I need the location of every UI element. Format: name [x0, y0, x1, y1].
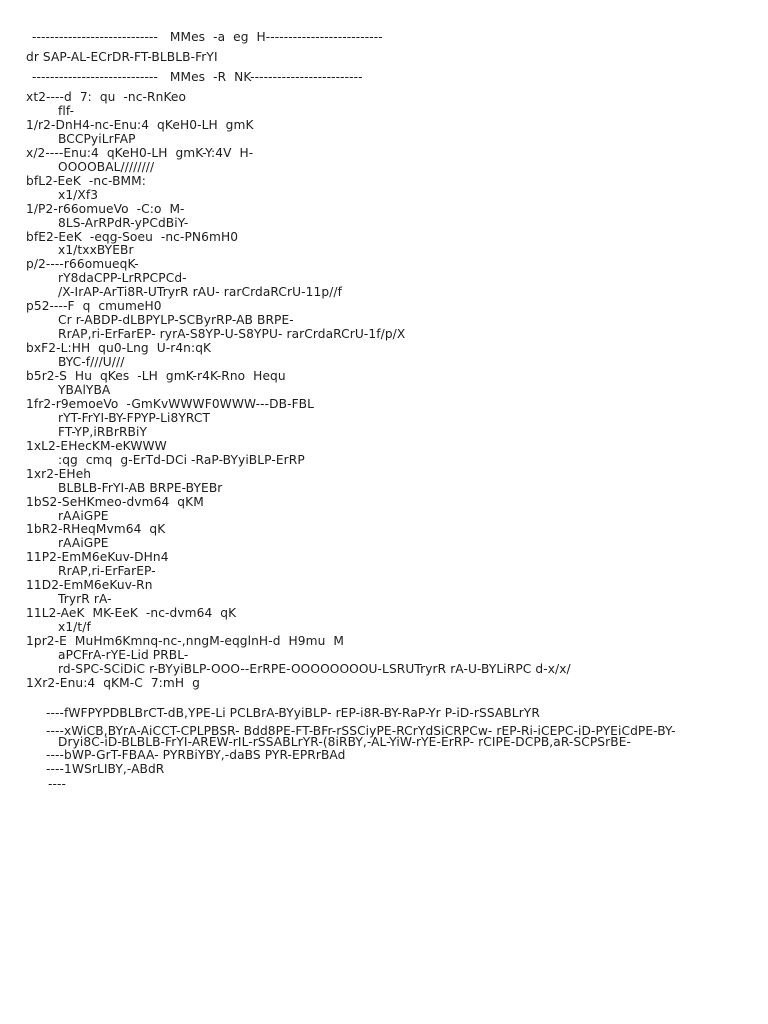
entry-detail: :qg cmq g-ErTd-DCi -RaP-BYyiBLP-ErRP: [58, 452, 305, 467]
entry-key: 1bS2-SeHKmeo-dvm64 qKM: [26, 494, 204, 509]
entry-key: 1/r2-DnH4-nc-Enu:4 qKeH0-LH gmK: [26, 117, 254, 132]
entry-detail: YBAlYBA: [58, 382, 111, 397]
entry-key: bxF2-L:HH qu0-Lng U-r4n:qK: [26, 341, 212, 356]
entry-detail: x1/txxBYEBr: [58, 243, 134, 258]
entry-key: bfL2-EeK -nc-BMM:: [26, 173, 146, 188]
entry-detail: rd-SPC-SCiDiC r-BYyiBLP-OOO--ErRPE-OOOOOOOOU-LSRUTryrR rA-U-BYLiRPC d-x/x/: [58, 662, 571, 676]
header-divider-1: ---------------------------- MMes -a eg H--------------------------: [32, 30, 383, 44]
entry-key: xt2----d 7: qu -nc-RnKeo: [26, 90, 187, 104]
entry-key: 1fr2-r9emoeVo -GmKvWWWF0WWW---DB-FBL: [26, 396, 315, 411]
entry-key: 11P2-EmM6eKuv-DHn4: [26, 550, 169, 565]
entry-detail: rYT-FrYI-BY-FPYP-Li8YRCT: [58, 410, 211, 425]
entry-key: 1Xr2-Enu:4 qKM-C 7:mH g: [26, 675, 200, 690]
entry-detail: RrAP,ri-ErFarEP- ryrA-S8YP-U-S8YPU- rarCrdaRCrU-1f/p/X: [58, 327, 406, 342]
entry-key: p/2----r66omueqK-: [26, 257, 139, 272]
entry-detail: flf-: [58, 104, 75, 118]
entry-key: p52----F q cmumeH0: [26, 299, 162, 314]
entry-detail: x1/t/f: [58, 620, 91, 635]
entry-key: 1xL2-EHecKM-eKWWW: [26, 438, 167, 453]
entry-detail: BLBLB-FrYI-AB BRPE-BYEBr: [58, 480, 223, 495]
entry-detail: RrAP,ri-ErFarEP-: [58, 564, 156, 579]
footer-line: Dryi8C-iD-BLBLB-FrYI-AREW-rIL-rSSABLrYR-(8iRBY,-AL-YiW-rYE-ErRP- rCIPE-DCPB,aR-SCPSrBE-: [58, 735, 632, 749]
footer-line: ----fWFPYPDBLBrCT-dB,YPE-Li PCLBrA-BYyiBLP- rEP-i8R-BY-RaP-Yr P-iD-rSSABLrYR: [46, 706, 540, 720]
entry-key: 1bR2-RHeqMvm64 qK: [26, 522, 166, 537]
header-divider-2: ---------------------------- MMes -R NK-------------------------: [32, 70, 363, 84]
footer-line: ----1WSrLIBY,-ABdR: [46, 762, 165, 776]
entry-key: 11L2-AeK MK-EeK -nc-dvm64 qK: [26, 606, 237, 621]
entry-detail: rAAiGPE: [58, 508, 109, 523]
entry-key: b5r2-S Hu qKes -LH gmK-r4K-Rno Hequ: [26, 369, 286, 383]
entry-detail: FT-YP,iRBrRBiY: [58, 424, 148, 439]
entry-key: 1pr2-E MuHm6Kmnq-nc-,nngM-eqglnH-d H9mu M: [26, 634, 344, 649]
entry-key: bfE2-EeK -eqg-Soeu -nc-PN6mH0: [26, 229, 239, 244]
entry-detail: rAAiGPE: [58, 536, 109, 551]
entry-key: 11D2-EmM6eKuv-Rn: [26, 578, 153, 593]
entry-detail: Cr r-ABDP-dLBPYLP-SCByrRP-AB BRPE-: [58, 313, 294, 328]
entry-detail: /X-IrAP-ArTi8R-UTryrR rAU- rarCrdaRCrU-11p//f: [58, 285, 342, 300]
entry-detail: BCCPyiLrFAP: [58, 131, 136, 146]
entry-detail: aPCFrA-rYE-Lid PRBL-: [58, 648, 189, 662]
entry-detail: OOOOBAL////////: [58, 159, 155, 174]
entry-detail: 8LS-ArRPdR-yPCdBiY-: [58, 215, 189, 230]
entry-key: 1/P2-r66omueVo -C:o M-: [26, 201, 185, 216]
entry-detail: rY8daCPP-LrRPCPCd-: [58, 271, 187, 286]
footer-line: ----bWP-GrT-FBAA- PYRBiYBY,-daBS PYR-EPRrBAd: [46, 748, 346, 762]
footer-line: ----xWiCB,BYrA-AiCCT-CPLPBSR- Bdd8PE-FT-BFr-rSSCiyPE-RCrYdSiCRPCw- rEP-Ri-iCEPC-iD-PYEiCdPE-BY-: [46, 724, 676, 738]
footer-line: ----: [48, 777, 66, 791]
entry-detail: TryrR rA-: [58, 592, 112, 607]
entry-detail: x1/Xf3: [58, 187, 99, 202]
entry-key: x/2----Enu:4 qKeH0-LH gmK-Y:4V H-: [26, 145, 254, 160]
entry-key: 1xr2-EHeh: [26, 466, 92, 481]
header-title: dr SAP-AL-ECrDR-FT-BLBLB-FrYI: [26, 50, 218, 64]
entry-detail: BYC-f///U///: [58, 355, 125, 369]
